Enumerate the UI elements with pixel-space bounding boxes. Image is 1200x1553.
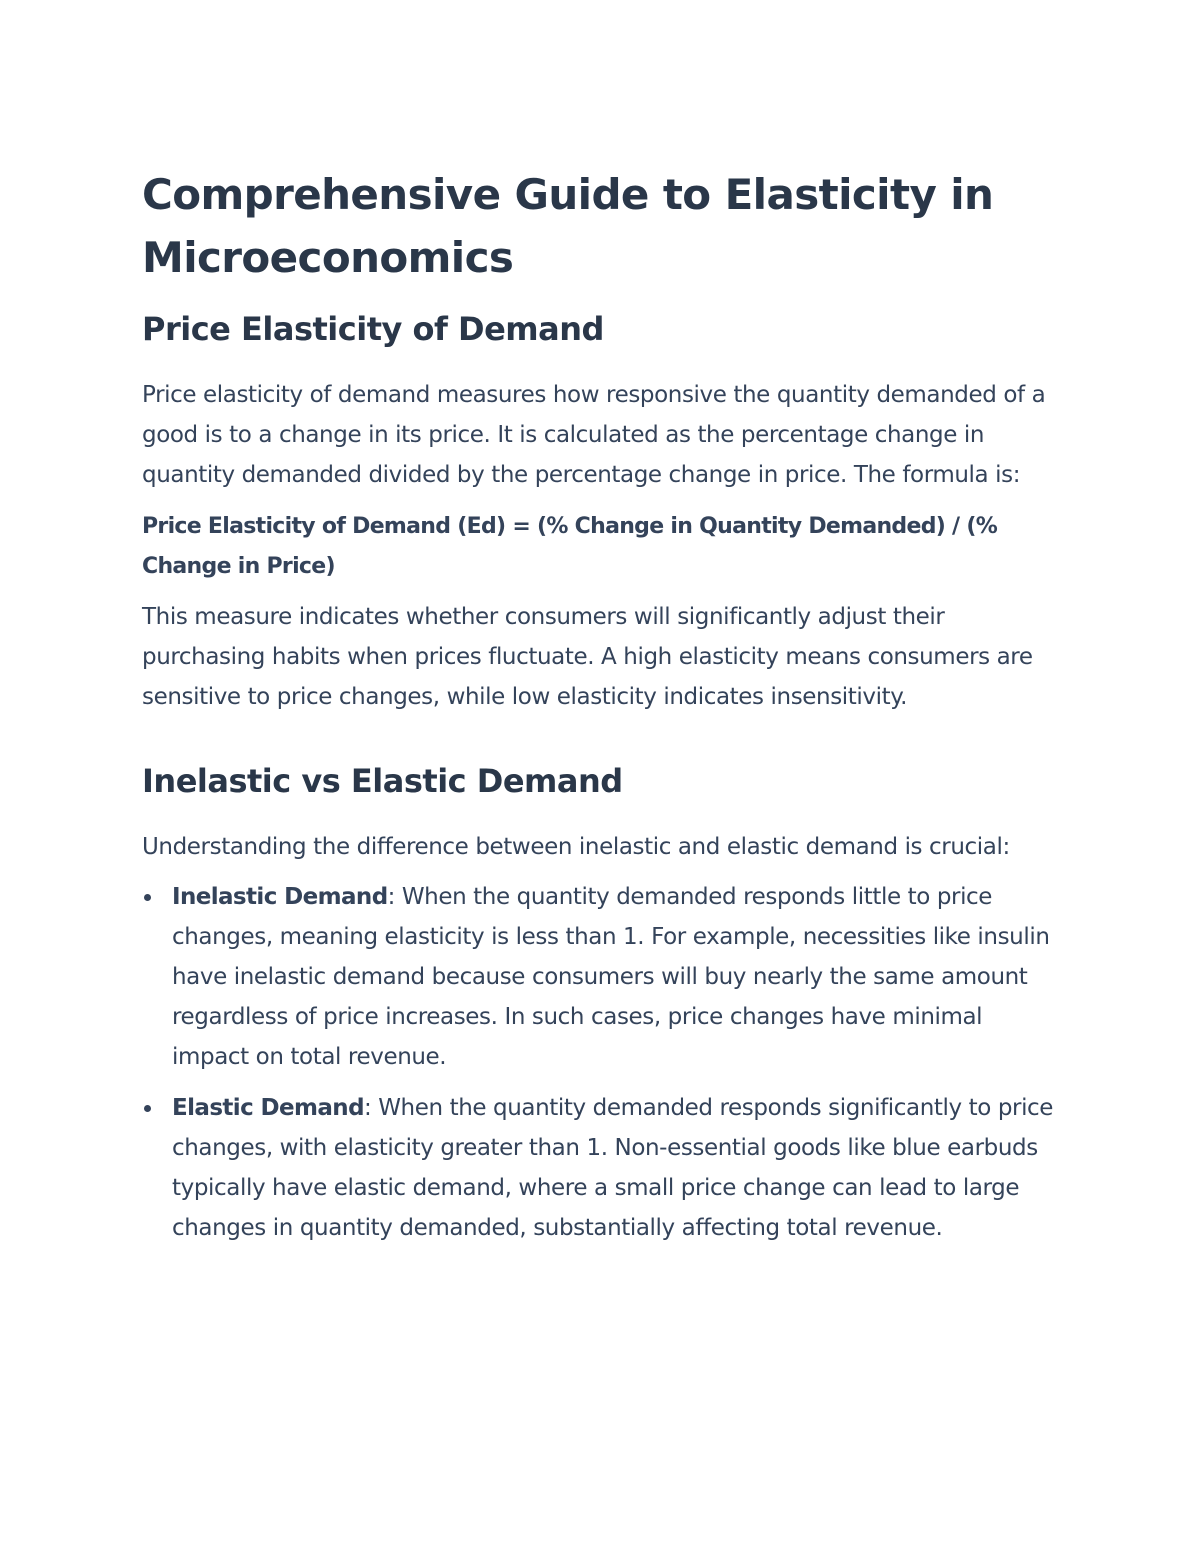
list-item-inelastic-demand xyxy=(142,877,1062,1077)
list-item-elastic-demand xyxy=(142,1088,1062,1248)
bullet-icon xyxy=(144,894,151,901)
list-item-term: Elastic Demand xyxy=(172,1095,364,1121)
demand-types-list xyxy=(142,877,1062,1248)
document-page xyxy=(142,163,1062,1248)
list-item-term: Inelastic Demand xyxy=(172,884,388,910)
elasticity-formula: Price Elasticity of Demand (Ed) = (% Change in Quantity Demanded) / (% Change in Price) xyxy=(142,514,998,579)
inelastic-vs-elastic-intro: Understanding the difference between inelastic and elastic demand is crucial: xyxy=(142,834,1010,860)
price-elasticity-intro: Price elasticity of demand measures how responsive the quantity demanded of a good is to a change in its price. It is calculated as the percentage change in quantity demanded divided by the percentage change in price. The formula is: xyxy=(142,382,1046,488)
price-elasticity-explanation: This measure indicates whether consumers will significantly adjust their purchasing habits when prices fluctuate. A high elasticity means consumers are sensitive to price changes, while low elasticity indicates insensitivity. xyxy=(142,604,1033,710)
list-item-text: : When the quantity demanded responds little to price changes, meaning elasticity is less than 1. For example, necessities like insulin have inelastic demand because consumers will buy nearly the same amount regardless of price increases. In such cases, price changes have minimal impact on total revenue. xyxy=(172,884,1050,1070)
document-title: Comprehensive Guide to Elasticity in Microeconomics xyxy=(142,170,994,282)
bullet-icon xyxy=(144,1105,151,1112)
list-item-text: : When the quantity demanded responds significantly to price changes, with elasticity greater than 1. Non-essential goods like blue earbuds typically have elastic demand, where a small price change can lead to large changes in quantity demanded, substantially affecting total revenue. xyxy=(172,1095,1054,1241)
section-heading-price-elasticity: Price Elasticity of Demand xyxy=(142,310,604,348)
section-heading-inelastic-vs-elastic: Inelastic vs Elastic Demand xyxy=(142,762,623,800)
